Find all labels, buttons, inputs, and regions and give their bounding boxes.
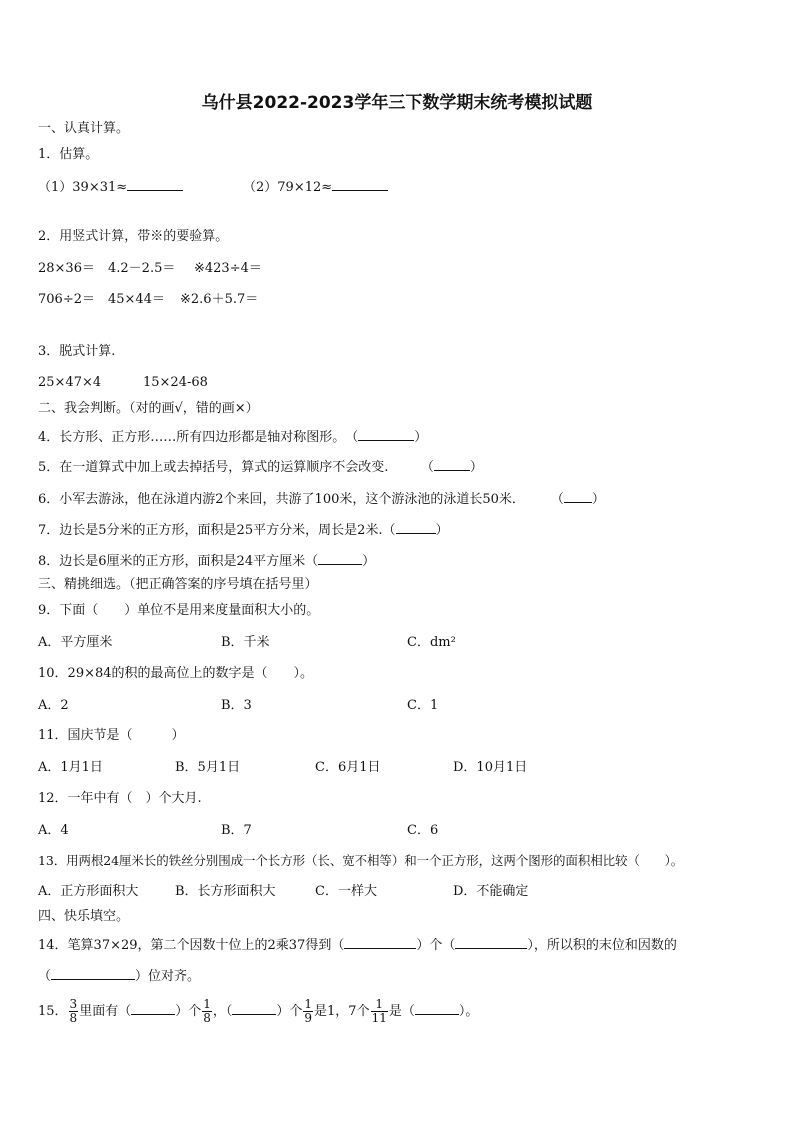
q1-answer-blank-a[interactable] bbox=[127, 178, 183, 191]
q3-item: 25×47×4 bbox=[38, 375, 102, 390]
q14-text-1: 14．笔算37×29，第二个因数十位上的2乘37得到（ bbox=[38, 938, 345, 953]
q14-line-2 bbox=[38, 967, 200, 985]
q5 bbox=[38, 458, 483, 476]
q4-answer-blank[interactable] bbox=[358, 428, 414, 441]
fraction-numerator: 1 bbox=[203, 997, 211, 1011]
q15-text-6: 是（ bbox=[388, 1004, 415, 1019]
q6-close: ） bbox=[591, 492, 605, 507]
q2-item: 45×44＝ bbox=[108, 292, 165, 307]
fraction-denominator: 8 bbox=[69, 1011, 78, 1025]
q4 bbox=[38, 428, 427, 446]
q15-text-1: 里面有（ bbox=[79, 1004, 132, 1019]
q15-text-2: ）个 bbox=[175, 1004, 202, 1019]
q9-option-c[interactable]: C．dm² bbox=[407, 635, 456, 650]
q11-stem: 11．国庆节是（ ） bbox=[38, 728, 185, 743]
q5-close: ） bbox=[469, 460, 483, 475]
q9-stem: 9．下面（ ）单位不是用来度量面积大小的。 bbox=[38, 603, 320, 618]
q15-fraction-3 bbox=[303, 998, 313, 1025]
q12-stem: 12．一年中有（ ）个大月. bbox=[38, 791, 202, 806]
q2-item: ※423÷4＝ bbox=[194, 261, 262, 276]
section-heading-4: 四、快乐填空。 bbox=[38, 909, 130, 924]
q11-option-a[interactable]: A．1月1日 bbox=[38, 760, 103, 775]
section-heading-1: 一、认真计算。 bbox=[38, 121, 130, 136]
q11-option-b[interactable]: B．5月1日 bbox=[175, 760, 241, 775]
q15-text-4: ）个 bbox=[276, 1004, 303, 1019]
fraction-denominator: 11 bbox=[371, 1011, 387, 1025]
q15-text-7: ）。 bbox=[458, 1004, 479, 1019]
page-title: 乌什县2022-2023学年三下数学期末统考模拟试题 bbox=[201, 93, 593, 113]
q15-text-3: ，（ bbox=[212, 1004, 233, 1019]
fraction-numerator: 1 bbox=[371, 998, 388, 1012]
q10-option-b[interactable]: B．3 bbox=[221, 698, 252, 713]
q14-text-2: ）个（ bbox=[416, 938, 456, 953]
fraction-numerator: 3 bbox=[69, 997, 78, 1011]
q14-answer-blank-3[interactable] bbox=[51, 967, 135, 980]
q15-fraction-1 bbox=[69, 998, 79, 1025]
q12-option-c[interactable]: C．6 bbox=[407, 823, 439, 838]
q3-item: 15×24-68 bbox=[143, 375, 208, 390]
q9-option-b[interactable]: B．千米 bbox=[221, 635, 270, 650]
q7 bbox=[38, 521, 449, 539]
q9-option-a[interactable]: A．平方厘米 bbox=[38, 635, 113, 650]
q6 bbox=[38, 490, 605, 508]
q15-text-5: 是1，7个 bbox=[314, 1004, 370, 1019]
q15-answer-blank-2[interactable] bbox=[232, 1002, 276, 1015]
q14-answer-blank-2[interactable] bbox=[455, 936, 527, 949]
q13-option-b[interactable]: B．长方形面积大 bbox=[175, 884, 276, 899]
q13-option-a[interactable]: A．正方形面积大 bbox=[38, 884, 139, 899]
q5-answer-blank[interactable] bbox=[434, 458, 470, 471]
q15 bbox=[38, 995, 478, 1029]
q15-fraction-2 bbox=[202, 998, 212, 1025]
q1-answer-blank-b[interactable] bbox=[332, 178, 388, 191]
q7-close: ） bbox=[435, 523, 449, 538]
q15-fraction-4 bbox=[371, 998, 388, 1025]
q10-stem: 10．29×84的积的最高位上的数字是（ ）。 bbox=[38, 666, 314, 681]
q8-answer-blank[interactable] bbox=[318, 552, 362, 565]
q1-part-a bbox=[38, 178, 183, 196]
fraction-numerator: 1 bbox=[304, 997, 313, 1011]
q14-answer-blank-1[interactable] bbox=[344, 936, 416, 949]
q8-close: ） bbox=[362, 554, 376, 569]
q1-stem: 1．估算。 bbox=[38, 147, 99, 162]
q5-text: 5．在一道算式中加上或去掉括号，算式的运算顺序不会改变. （ bbox=[38, 460, 434, 475]
q15-answer-blank-3[interactable] bbox=[415, 1002, 459, 1015]
q1-part-b bbox=[243, 178, 388, 196]
q10-option-a[interactable]: A．2 bbox=[38, 698, 69, 713]
q7-text: 7．边长是5分米的正方形，面积是25平方分米，周长是2米.（ bbox=[38, 523, 396, 538]
q11-option-c[interactable]: C．6月1日 bbox=[315, 760, 381, 775]
q13-option-d[interactable]: D．不能确定 bbox=[453, 884, 529, 899]
section-heading-2: 二、我会判断。（对的画√，错的画×） bbox=[38, 401, 259, 416]
q7-answer-blank[interactable] bbox=[396, 521, 436, 534]
q2-stem: 2．用竖式计算，带※的要验算。 bbox=[38, 229, 229, 244]
q3-stem: 3．脱式计算. bbox=[38, 344, 116, 359]
q6-text: 6．小军去游泳，他在泳道内游2个来回，共游了100米，这个游泳池的泳道长50米． （ bbox=[38, 492, 564, 507]
q14-text-5: ）位对齐。 bbox=[135, 969, 201, 984]
q14-line-1 bbox=[38, 936, 677, 954]
q4-close: ） bbox=[414, 430, 428, 445]
q2-item: 4.2－2.5＝ bbox=[108, 261, 176, 276]
q14-text-4: （ bbox=[38, 969, 52, 984]
q14-text-3: ），所以积的末位和因数的 bbox=[527, 938, 677, 953]
q6-answer-blank[interactable] bbox=[564, 490, 592, 503]
q11-option-d[interactable]: D．10月1日 bbox=[453, 760, 528, 775]
q8 bbox=[38, 552, 375, 570]
q1-part-b-text: （2）79×12≈ bbox=[243, 180, 333, 195]
q4-text: 4．长方形、正方形……所有四边形都是轴对称图形。 （ bbox=[38, 430, 359, 445]
q2-item: 706÷2＝ bbox=[38, 292, 95, 307]
q2-item: ※2.6＋5.7＝ bbox=[180, 292, 259, 307]
q12-option-a[interactable]: A．4 bbox=[38, 823, 69, 838]
q13-option-c[interactable]: C．一样大 bbox=[315, 884, 377, 899]
fraction-denominator: 9 bbox=[304, 1011, 313, 1025]
fraction-denominator: 8 bbox=[203, 1011, 211, 1025]
q13-stem: 13．用两根24厘米长的铁丝分别围成一个长方形（长、宽不相等）和一个正方形，这两个图形的面积相比较（ ）。 bbox=[38, 853, 684, 868]
q12-option-b[interactable]: B．7 bbox=[221, 823, 252, 838]
q8-text: 8．边长是6厘米的正方形，面积是24平方厘米（ bbox=[38, 554, 319, 569]
q2-item: 28×36＝ bbox=[38, 261, 95, 276]
q15-number: 15． bbox=[38, 1004, 68, 1019]
section-heading-3: 三、精挑细选。（把正确答案的序号填在括号里） bbox=[38, 577, 318, 592]
q15-answer-blank-1[interactable] bbox=[131, 1002, 175, 1015]
q10-option-c[interactable]: C．1 bbox=[407, 698, 439, 713]
q1-part-a-text: （1）39×31≈ bbox=[38, 180, 128, 195]
